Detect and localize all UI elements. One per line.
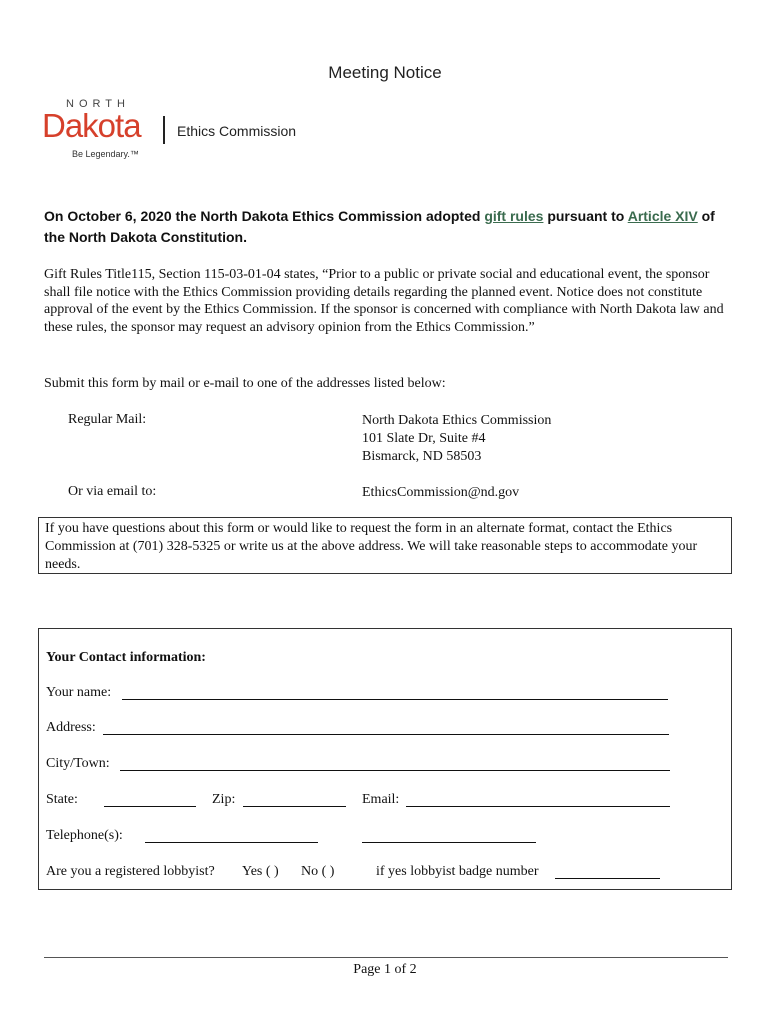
zip-field[interactable]: [243, 806, 346, 807]
logo-ethics-text: Ethics Commission: [177, 123, 297, 139]
article-xiv-link[interactable]: Article XIV: [627, 208, 698, 224]
footer-divider: [44, 957, 728, 958]
state-field[interactable]: [104, 806, 196, 807]
email-address[interactable]: EthicsCommission@nd.gov: [362, 485, 520, 500]
telephone-label: Telephone(s):: [46, 828, 123, 843]
gift-rules-link[interactable]: gift rules: [484, 208, 544, 224]
zip-label: Zip:: [212, 792, 236, 807]
contact-form: [38, 628, 732, 890]
city-field[interactable]: [120, 770, 670, 771]
name-field[interactable]: [122, 699, 668, 700]
telephone-field-1[interactable]: [145, 842, 318, 843]
headline-part1: On October 6, 2020 the North Dakota Ethics Commission adopted: [44, 208, 485, 224]
logo-north-text: NORTH: [66, 98, 130, 110]
submit-instructions: Submit this form by mail or e-mail to one of the addresses listed below:: [44, 376, 446, 391]
address-label: Address:: [46, 720, 96, 735]
contact-heading: Your Contact information:: [46, 650, 206, 665]
nd-ethics-logo: [42, 98, 302, 168]
email-field-label: Email:: [362, 792, 400, 807]
rule-paragraph: Gift Rules Title115, Section 115-03-01-04 states, “Prior to a public or private social and educational event, the sponsor shall file notice with the Ethics Commission providing details regarding the planned event. Notice does not constitute approval of the event by the Ethics Commission. If the sponsor is concerned with compliance with North Dakota law and these rules, the sponsor may request an advisory opinion from the Ethics Commission.”: [44, 267, 724, 335]
regular-mail-label: Regular Mail:: [68, 412, 147, 427]
lobbyist-question: Are you a registered lobbyist?: [46, 864, 215, 879]
lobbyist-yes-option[interactable]: Yes ( ): [242, 864, 279, 879]
badge-number-label: if yes lobbyist badge number: [376, 864, 539, 879]
city-label: City/Town:: [46, 756, 110, 771]
address-field[interactable]: [103, 734, 669, 735]
email-field[interactable]: [406, 806, 670, 807]
telephone-field-2[interactable]: [362, 842, 536, 843]
logo-tagline: Be Legendary.™: [72, 149, 139, 159]
headline: [44, 206, 734, 248]
logo-divider: [163, 116, 165, 144]
badge-number-field[interactable]: [555, 878, 660, 879]
mail-line2: 101 Slate Dr, Suite #4: [362, 431, 486, 446]
lobbyist-no-option[interactable]: No ( ): [301, 864, 335, 879]
page-title: Meeting Notice: [328, 63, 442, 82]
mail-address: [362, 412, 551, 466]
mail-line3: Bismarck, ND 58503: [362, 449, 482, 464]
mail-line1: North Dakota Ethics Commission: [362, 413, 552, 428]
page-number: Page 1 of 2: [353, 962, 417, 977]
headline-part3: of the North Dakota Constitution.: [44, 208, 715, 245]
accessibility-notice: If you have questions about this form or would like to request the form in an alternate format, contact the Ethics Commission at (701) 328-5325 or write us at the above address. We will take reasonable steps to accommodate your needs.: [38, 517, 732, 574]
headline-part2: pursuant to: [543, 208, 628, 224]
state-label: State:: [46, 792, 78, 807]
name-label: Your name:: [46, 685, 112, 700]
email-label: Or via email to:: [68, 484, 157, 499]
logo-dakota-text: Dakota: [42, 107, 141, 144]
